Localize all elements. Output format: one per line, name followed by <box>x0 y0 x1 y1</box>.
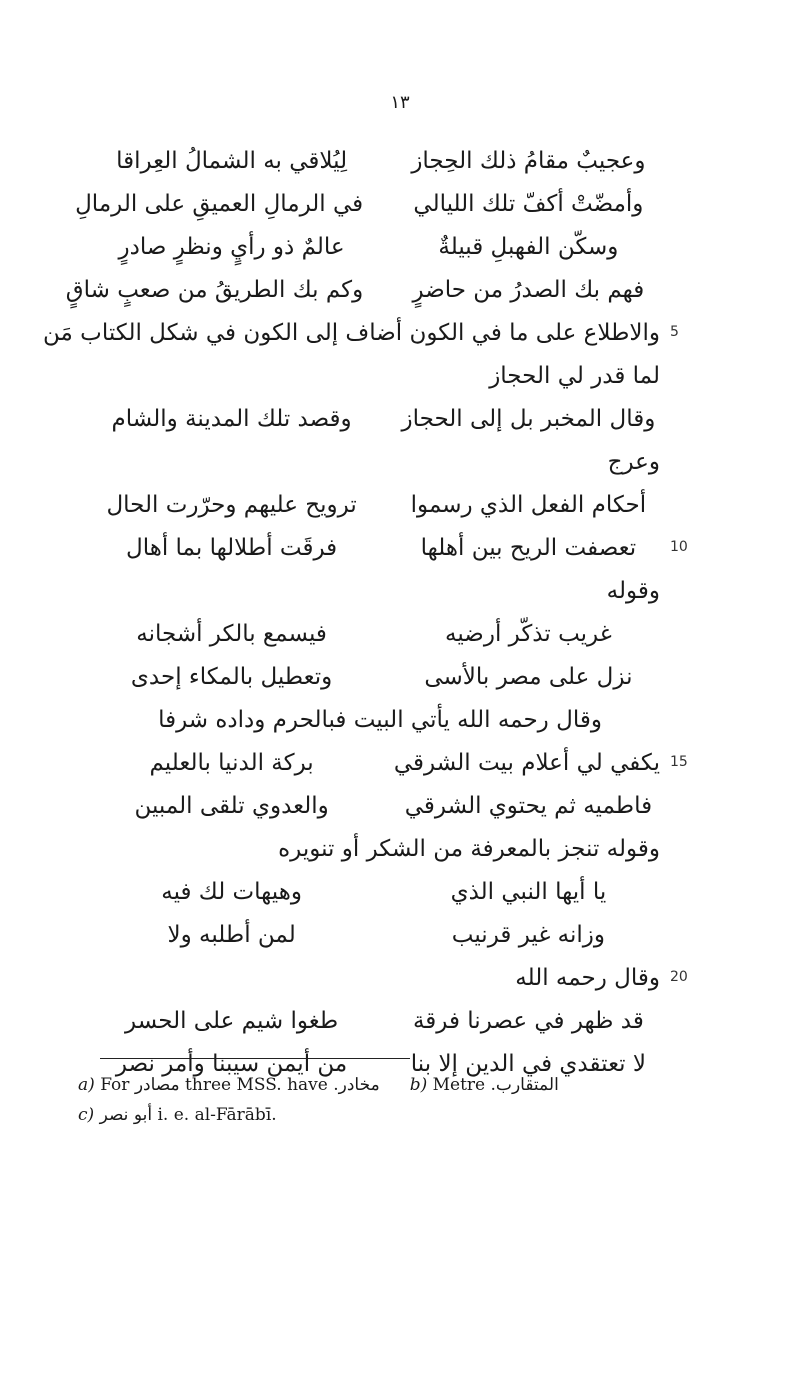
footnote-arabic: أبو نصر <box>99 1105 153 1125</box>
verse-line <box>100 871 660 914</box>
verse-line <box>75 183 660 226</box>
page-number: ١٣ <box>390 92 410 113</box>
footnote-key: c) <box>78 1105 95 1125</box>
footnote-text: three MSS. have <box>185 1075 328 1095</box>
hemistich-right: وأمضّتْ أكفّ تلك الليالي <box>413 191 644 217</box>
hemistich-left: عالمٌ ذو رأيٍ ونظرٍ صادرٍ <box>118 234 345 260</box>
footnote-row <box>78 1100 718 1130</box>
footnote-key: a) <box>78 1075 95 1095</box>
line-number: 5 <box>670 324 679 340</box>
text-line <box>100 355 660 398</box>
verse-line <box>100 914 660 957</box>
line-text: وقال رحمه الله يأتي البيت فبالحرم وداده شرفا <box>158 707 602 733</box>
verse-line <box>100 742 660 785</box>
text-line <box>43 312 660 355</box>
verse-line <box>100 398 660 441</box>
hemistich-right: أحكام الفعل الذي رسموا <box>410 492 647 518</box>
hemistich-left: في الرمالِ العميقِ على الرمالِ <box>75 191 364 217</box>
verse-line <box>100 613 660 656</box>
footnote-text: For <box>100 1075 130 1095</box>
footnote-key: b) <box>409 1075 428 1095</box>
line-text: وقال رحمه الله <box>515 965 660 991</box>
line-text: وقوله تنجز بالمعرفة من الشكر أو تنويره <box>278 836 660 862</box>
hemistich-right: وسكّن الفهبلِ قبيلةٌ <box>438 234 619 260</box>
hemistich-right: قد ظهر في عصرنا فرقة <box>412 1008 644 1034</box>
footnotes <box>78 1070 718 1130</box>
footnote-arabic: المتقارب. <box>490 1075 559 1095</box>
text-line <box>100 699 660 742</box>
verse-line <box>100 226 660 269</box>
footnote-text: Metre <box>432 1075 486 1095</box>
footnote-arabic: مخادر. <box>333 1075 380 1095</box>
hemistich-left: وتعطيل بالمكاء إحدى <box>130 664 333 690</box>
line-number: 20 <box>670 969 688 985</box>
verse-line <box>100 656 660 699</box>
verse-line <box>100 140 660 183</box>
hemistich-left: ترويح عليهم وحرّرت الحال <box>106 492 357 518</box>
hemistich-left: لِيُلاقي به الشمالُ العِراقا <box>116 148 348 174</box>
hemistich-right: لا تعتقدي في الدين إلا بنا <box>410 1051 647 1077</box>
verse-line <box>65 269 660 312</box>
hemistich-right: وعجيبٌ مقامُ ذلك الحِجاز <box>411 148 646 174</box>
footnote-arabic: مصادر <box>134 1075 180 1095</box>
hemistich-left: طغوا شيم على الحسر <box>125 1008 339 1034</box>
hemistich-left: وهيهات لك فيه <box>161 879 302 905</box>
verse-line <box>100 1000 660 1043</box>
hemistich-right: وزانه غير قرنيب <box>451 922 606 948</box>
footnote-rule <box>100 1058 410 1059</box>
line-text: لما قدر لي الحجاز <box>489 363 660 389</box>
hemistich-right: يكفي لي أعلام بيت الشرقي <box>393 750 660 776</box>
hemistich-right: نزل على مصر بالأسى <box>424 664 633 690</box>
line-text: وقوله <box>606 578 660 604</box>
hemistich-left: فيسمع بالكر أشجانه <box>136 621 327 647</box>
text-line <box>100 957 660 1000</box>
hemistich-left: لمن أطلبه ولا <box>167 922 296 948</box>
hemistich-right: غريب تذكّر أرضيه <box>445 621 612 647</box>
line-text: وعرج <box>607 449 660 475</box>
hemistich-left: من أيمن سيبنا وأمر نصر <box>115 1051 348 1077</box>
hemistich-left: والعدوي تلقى المبين <box>134 793 329 819</box>
hemistich-left: وقصد تلك المدينة والشام <box>111 406 352 432</box>
line-number: 10 <box>670 539 688 555</box>
hemistich-left: وكم بك الطريقُ من صعبٍ شاقٍ <box>65 277 364 303</box>
verse-line <box>100 527 660 570</box>
footnote-text: i. e. al-Fārābī. <box>157 1105 277 1125</box>
hemistich-right: فهم بك الصدرُ من حاضرٍ <box>412 277 645 303</box>
text-line <box>100 441 660 484</box>
verse-line <box>100 785 660 828</box>
hemistich-left: بركة الدنيا بالعليم <box>149 750 314 776</box>
text-line <box>100 570 660 613</box>
line-number: 15 <box>670 754 688 770</box>
hemistich-right: فاطميه ثم يحتوي الشرقي <box>404 793 653 819</box>
hemistich-right: تعصفت الريح بين أهلها <box>420 535 637 561</box>
main-text <box>43 140 660 1086</box>
verse-line <box>100 484 660 527</box>
hemistich-left: فرقَت أطلالها بما أهال <box>126 535 338 561</box>
text-line <box>100 828 660 871</box>
line-text: والاطلاع على ما في الكون أضاف إلى الكون في شكل الكتاب مَن <box>43 320 660 346</box>
hemistich-right: وقال المخبر بل إلى الحجاز <box>401 406 656 432</box>
footnote-row <box>78 1070 718 1100</box>
hemistich-right: يا أيها النبي الذي <box>450 879 607 905</box>
